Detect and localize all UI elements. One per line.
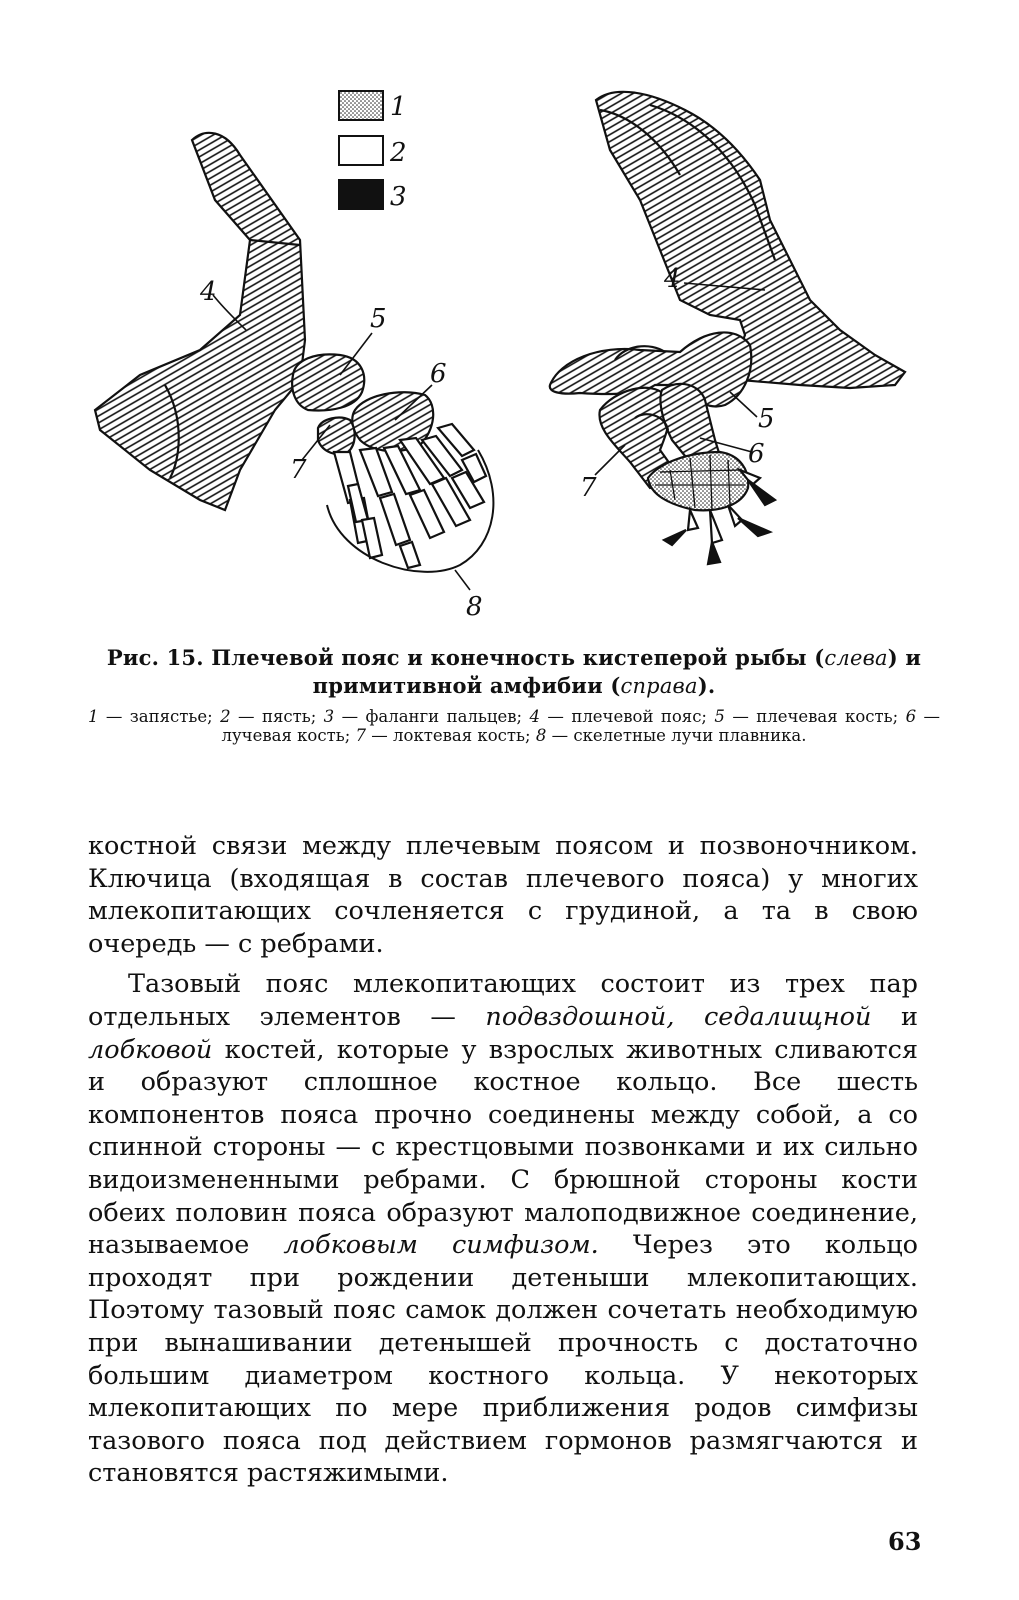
fish-shoulder-girdle	[95, 133, 305, 510]
svg-text:4: 4	[664, 264, 681, 294]
caption-title-part3: ).	[697, 673, 716, 698]
legend-num: 7	[355, 726, 367, 745]
fish-humerus	[292, 354, 364, 410]
caption-title-part2: ) и примитивной амфибии (	[312, 645, 922, 698]
figure-caption-legend	[88, 707, 940, 745]
legend-text: — пясть;	[238, 707, 317, 726]
svg-text:8: 8	[466, 592, 483, 622]
term-italic: подвздошной, седалищной	[485, 1001, 872, 1032]
legend-swatch-3	[339, 180, 383, 209]
paragraph-1: костной связи между плечевым поясом и позвоночником. Ключица (входящая в состав плечевого пояса) у многих млекопитающих сочленяется с грудиной, а та в свою очередь — с ребрами.	[88, 831, 918, 959]
caption-left-word: слева	[824, 646, 888, 670]
svg-text:5: 5	[758, 404, 775, 434]
term-italic: лобковой	[88, 1034, 213, 1065]
paragraph-2: Тазовый пояс млекопитающих состоит из трех пар отдельных элементов — подвздошной, седалищной и лобковой костей, которые у взрослых животных сливаются и образуют сплошное костное кольцо. Все шесть компонентов пояса прочно соединены между собой, а со спинной стороны — с крестцовыми позвонками и их сильно видоизмененными ребрами. С брюшной стороны кости обеих половин пояса образуют малоподвижное соединение, называемое лобковым симфизом. Через это кольцо проходят при рождении детеныши млекопитающих. Поэтому тазовый пояс самок должен сочетать необходимую при вынашивании детенышей прочность с достаточно большим диаметром костного кольца. У некоторых млекопитающих по мере приближения родов симфизы тазового пояса под действием гормонов размягчаются и становятся растяжимыми.	[88, 969, 918, 1489]
caption-title-part1: Плечевой пояс и конечность кистеперой рыбы (	[211, 645, 825, 670]
figure-legend	[339, 91, 407, 212]
legend-num: 2	[220, 707, 231, 726]
svg-text:7: 7	[290, 455, 307, 485]
legend-text: — фаланги пальцев;	[341, 707, 523, 726]
legend-num: 3	[323, 707, 335, 726]
term-italic: лобковым симфизом.	[283, 1230, 599, 1261]
legend-text: — плечевая кость;	[732, 707, 899, 726]
svg-text:5: 5	[370, 304, 387, 334]
caption-prefix: Рис.	[106, 645, 160, 670]
legend-num: 8	[535, 726, 547, 745]
legend-text: — запястье;	[105, 707, 213, 726]
figure-caption-title	[88, 644, 940, 700]
legend-text: — лучевая кость;	[221, 707, 941, 745]
legend-swatch-2	[339, 136, 383, 165]
svg-text:7: 7	[580, 473, 597, 503]
svg-text:4: 4	[200, 277, 217, 307]
legend-label-3: 3	[390, 182, 407, 212]
amphibian-shoulder-girdle	[596, 92, 905, 388]
svg-text:6: 6	[430, 359, 447, 389]
legend-text: — локтевая кость;	[371, 726, 531, 745]
svg-text:6: 6	[748, 439, 765, 469]
amphibian-limb-drawing	[550, 92, 905, 564]
body-text	[88, 830, 918, 1490]
legend-label-2: 2	[390, 138, 407, 168]
legend-num: 5	[714, 707, 725, 726]
legend-text: — скелетные лучи плавника.	[551, 726, 807, 745]
caption-number: 15.	[166, 645, 204, 670]
legend-swatch-1	[339, 91, 383, 120]
figure-illustration	[0, 0, 1019, 640]
fish-ulna	[318, 418, 355, 455]
fish-fin-rays	[334, 424, 486, 568]
legend-label-1: 1	[390, 92, 407, 122]
legend-num: 1	[88, 707, 99, 726]
page-number: 63	[888, 1527, 922, 1556]
fish-radius	[352, 392, 433, 451]
legend-num: 6	[905, 707, 917, 726]
caption-right-word: справа	[620, 674, 698, 698]
legend-text: — плечевой пояс;	[547, 707, 707, 726]
legend-num: 4	[529, 707, 541, 726]
